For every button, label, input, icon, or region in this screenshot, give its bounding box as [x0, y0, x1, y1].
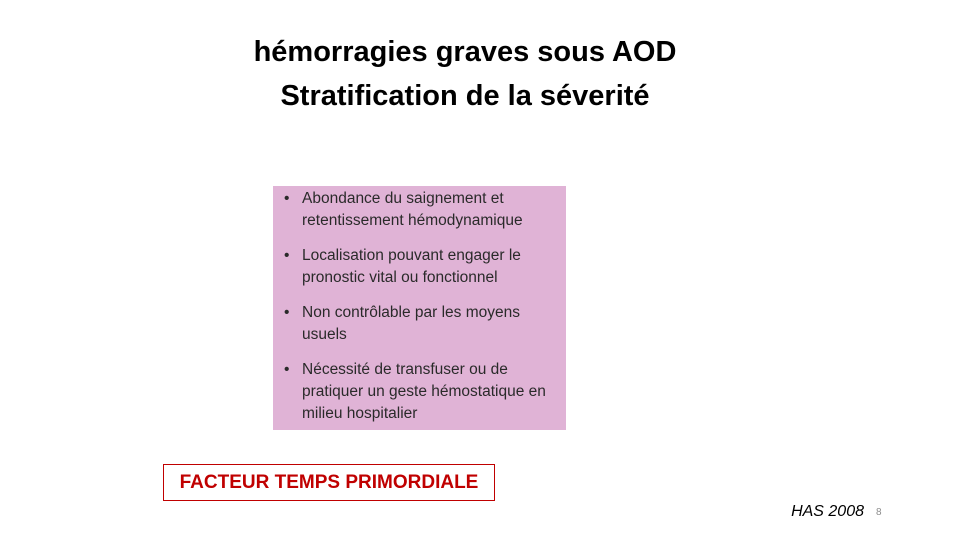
- criteria-item-location: [283, 245, 558, 289]
- criteria-item-uncontrollable: [283, 302, 558, 346]
- criteria-item-text: Localisation pouvant engager le pronostic vital ou fonctionnel: [302, 247, 521, 286]
- criteria-item-text: Non contrôlable par les moyens usuels: [302, 304, 520, 343]
- bullet-icon: •: [284, 361, 290, 378]
- bullet-icon: •: [284, 247, 290, 264]
- criteria-item-text: Abondance du saignement et retentissement hémodynamique: [302, 190, 523, 229]
- criteria-item-text: Nécessité de transfuser ou de pratiquer un geste hémostatique en milieu hospitalier: [302, 361, 546, 422]
- severity-criteria-box: [273, 186, 566, 430]
- bullet-icon: •: [284, 190, 290, 207]
- slide-title-line-1: hémorragies graves sous AOD: [253, 36, 677, 68]
- severity-criteria-list: [283, 188, 558, 425]
- time-factor-callout: FACTEUR TEMPS PRIMORDIALE: [163, 464, 495, 501]
- slide-title: [0, 30, 930, 118]
- slide-number: 8: [876, 507, 882, 518]
- criteria-item-transfusion: [283, 359, 558, 425]
- bullet-icon: •: [284, 304, 290, 321]
- slide-title-line-2: Stratification de la séverité: [280, 80, 650, 112]
- criteria-item-bleeding-abundance: [283, 188, 558, 232]
- source-citation: HAS 2008: [791, 503, 864, 520]
